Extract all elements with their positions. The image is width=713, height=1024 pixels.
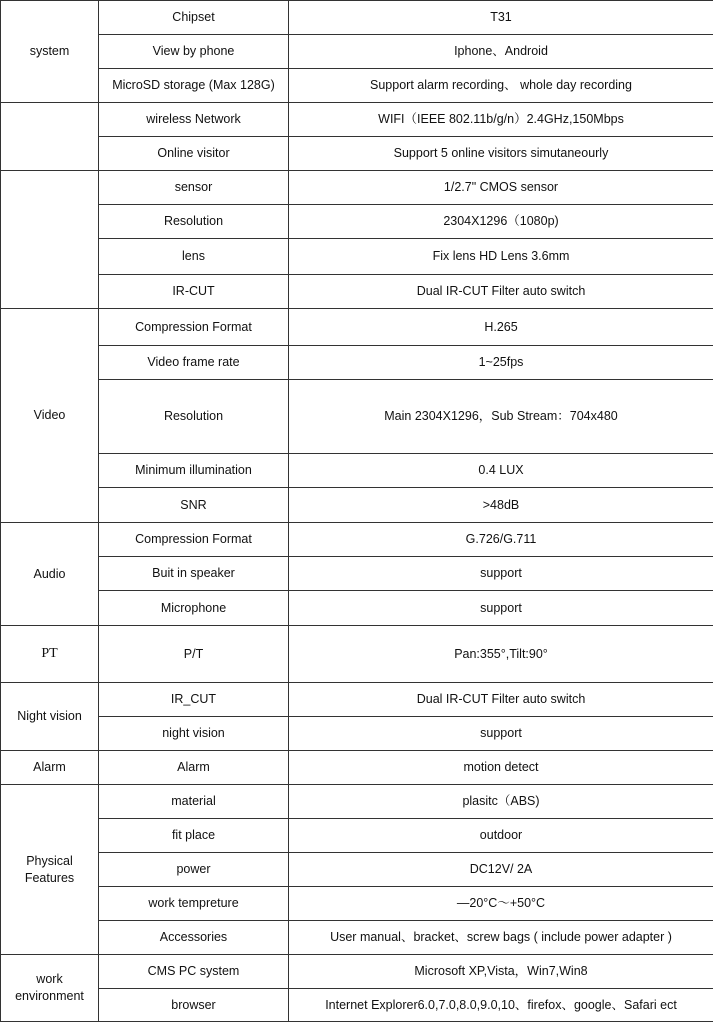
- value-cell: WIFI（IEEE 802.11b/g/n）2.4GHz,150Mbps: [289, 103, 713, 137]
- value-cell: outdoor: [289, 819, 713, 853]
- value-cell: Support 5 online visitors simutaneourly: [289, 137, 713, 171]
- table-row: [1, 887, 713, 921]
- param-cell: IR-CUT: [99, 275, 289, 309]
- table-row: [1, 35, 713, 69]
- value-cell: 1~25fps: [289, 346, 713, 380]
- table-row: [1, 103, 713, 137]
- param-cell: sensor: [99, 171, 289, 205]
- value-cell: Pan:355°,Tilt:90°: [289, 626, 713, 683]
- param-cell: Microphone: [99, 591, 289, 626]
- param-cell: browser: [99, 989, 289, 1022]
- param-cell: IR_CUT: [99, 683, 289, 717]
- group-label-sensor: [1, 171, 99, 309]
- group-label-video: Video: [1, 309, 99, 523]
- group-label-network: [1, 103, 99, 171]
- value-cell: G.726/G.711: [289, 523, 713, 557]
- value-cell: Iphone、Android: [289, 35, 713, 69]
- value-cell: User manual、bracket、screw bags ( include power adapter ): [289, 921, 713, 955]
- param-cell: SNR: [99, 488, 289, 523]
- table-row: [1, 785, 713, 819]
- param-cell: MicroSD storage (Max 128G): [99, 69, 289, 103]
- param-cell: night vision: [99, 717, 289, 751]
- table-row: [1, 819, 713, 853]
- value-cell: plasitc（ABS): [289, 785, 713, 819]
- param-cell: Online visitor: [99, 137, 289, 171]
- param-cell: fit place: [99, 819, 289, 853]
- table-row: [1, 380, 713, 454]
- table-row: [1, 275, 713, 309]
- param-cell: material: [99, 785, 289, 819]
- value-cell: motion detect: [289, 751, 713, 785]
- value-cell: Support alarm recording、 whole day recording: [289, 69, 713, 103]
- group-label-pt: PT: [1, 626, 99, 683]
- value-cell: 0.4 LUX: [289, 454, 713, 488]
- param-cell: View by phone: [99, 35, 289, 69]
- value-cell: >48dB: [289, 488, 713, 523]
- table-row: [1, 853, 713, 887]
- table-row: [1, 523, 713, 557]
- table-row: [1, 309, 713, 346]
- param-cell: work tempreture: [99, 887, 289, 921]
- group-label-physical-features: Physical Features: [1, 785, 99, 955]
- param-cell: Compression Format: [99, 309, 289, 346]
- param-cell: power: [99, 853, 289, 887]
- table-row: [1, 591, 713, 626]
- table-row: [1, 454, 713, 488]
- table-row: [1, 557, 713, 591]
- table-row: [1, 989, 713, 1022]
- table-row: [1, 171, 713, 205]
- param-cell: Buit in speaker: [99, 557, 289, 591]
- param-cell: P/T: [99, 626, 289, 683]
- param-cell: CMS PC system: [99, 955, 289, 989]
- param-cell: Accessories: [99, 921, 289, 955]
- table-row: [1, 488, 713, 523]
- value-cell: Dual IR-CUT Filter auto switch: [289, 275, 713, 309]
- table-row: [1, 626, 713, 683]
- table-row: [1, 346, 713, 380]
- value-cell: Internet Explorer6.0,7.0,8.0,9.0,10、firefox、google、Safari ect: [289, 989, 713, 1022]
- table-row: [1, 717, 713, 751]
- param-cell: Resolution: [99, 380, 289, 454]
- param-cell: Alarm: [99, 751, 289, 785]
- group-label-alarm: Alarm: [1, 751, 99, 785]
- param-cell: Video frame rate: [99, 346, 289, 380]
- table-row: [1, 239, 713, 275]
- value-cell: DC12V/ 2A: [289, 853, 713, 887]
- value-cell: support: [289, 717, 713, 751]
- group-label-work-environment: work environment: [1, 955, 99, 1022]
- value-cell: Fix lens HD Lens 3.6mm: [289, 239, 713, 275]
- table-row: [1, 205, 713, 239]
- value-cell: Main 2304X1296，Sub Stream：704x480: [289, 380, 713, 454]
- value-cell: T31: [289, 1, 713, 35]
- param-cell: Minimum illumination: [99, 454, 289, 488]
- table-row: [1, 751, 713, 785]
- param-cell: Chipset: [99, 1, 289, 35]
- param-cell: wireless Network: [99, 103, 289, 137]
- param-cell: Compression Format: [99, 523, 289, 557]
- table-row: [1, 1, 713, 35]
- table-row: [1, 921, 713, 955]
- value-cell: support: [289, 591, 713, 626]
- value-cell: Dual IR-CUT Filter auto switch: [289, 683, 713, 717]
- value-cell: —20°C～+50°C: [289, 887, 713, 921]
- table-row: [1, 69, 713, 103]
- value-cell: H.265: [289, 309, 713, 346]
- group-label-audio: Audio: [1, 523, 99, 626]
- param-cell: Resolution: [99, 205, 289, 239]
- value-cell: 1/2.7" CMOS sensor: [289, 171, 713, 205]
- table-row: [1, 137, 713, 171]
- table-row: [1, 955, 713, 989]
- param-cell: lens: [99, 239, 289, 275]
- value-cell: 2304X1296（1080p): [289, 205, 713, 239]
- table-row: [1, 683, 713, 717]
- value-cell: Microsoft XP,Vista，Win7,Win8: [289, 955, 713, 989]
- value-cell: support: [289, 557, 713, 591]
- group-label-system: system: [1, 1, 99, 103]
- group-label-night-vision: Night vision: [1, 683, 99, 751]
